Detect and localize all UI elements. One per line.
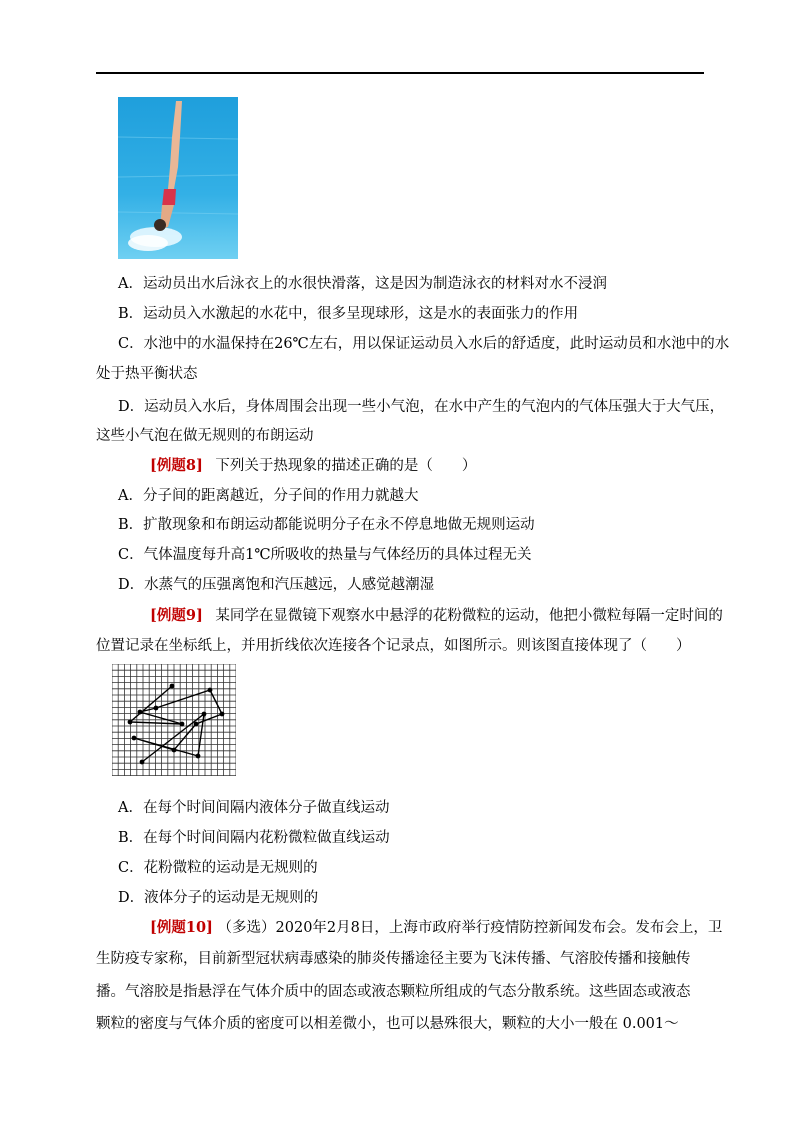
brownian-motion-grid-figure bbox=[112, 664, 236, 776]
q8-option-d: D．水蒸气的压强离饱和汽压越远，人感觉越潮湿 bbox=[118, 577, 435, 593]
q7-option-c-line1: C．水池中的水温保持在26℃左右，用以保证运动员入水后的舒适度，此时运动员和水池中的水 bbox=[118, 336, 730, 352]
q10-line3: 播。气溶胶是指悬浮在气体介质中的固态或液态颗粒所组成的气态分散系统。这些固态或液态 bbox=[96, 984, 691, 1000]
q8-option-b: B．扩散现象和布朗运动都能说明分子在永不停息地做无规则运动 bbox=[118, 517, 535, 533]
q10-line1-text: （多选）2020年2月8日，上海市政府举行疫情防控新闻发布会。发布会上，卫 bbox=[217, 920, 723, 936]
q9-tag: [例题9] bbox=[150, 607, 203, 624]
q7-option-a: A．运动员出水后泳衣上的水很快滑落，这是因为制造泳衣的材料对水不浸润 bbox=[118, 276, 607, 292]
q7-option-d-line1: D．运动员入水后，身体周围会出现一些小气泡，在水中产生的气泡内的气体压强大于大气压， bbox=[118, 399, 725, 415]
diver-photo bbox=[118, 97, 238, 259]
q9-stem-line2: 位置记录在坐标纸上，并用折线依次连接各个记录点，如图所示。则该图直接体现了（ ） bbox=[96, 638, 691, 654]
q8-tag: [例题8] bbox=[150, 457, 203, 474]
q10-tag: [例题10] bbox=[150, 919, 213, 936]
q7-option-d-line2: 这些小气泡在做无规则的布朗运动 bbox=[96, 428, 314, 444]
q8-option-a: A．分子间的距离越近，分子间的作用力就越大 bbox=[118, 488, 419, 504]
q9-option-b: B．在每个时间间隔内花粉微粒做直线运动 bbox=[118, 830, 390, 846]
q10-line1 bbox=[150, 918, 722, 938]
q8-option-c: C．气体温度每升高1℃所吸收的热量与气体经历的具体过程无关 bbox=[118, 547, 532, 563]
q9-stem-line1 bbox=[150, 606, 723, 626]
q9-option-a: A．在每个时间间隔内液体分子做直线运动 bbox=[118, 800, 390, 816]
q8-stem-text: 下列关于热现象的描述正确的是（ ） bbox=[215, 458, 477, 474]
header-rule bbox=[96, 72, 704, 74]
q7-option-c-line2: 处于热平衡状态 bbox=[96, 366, 198, 382]
q10-line2: 生防疫专家称，目前新型冠状病毒感染的肺炎传播途径主要为飞沫传播、气溶胶传播和接触传 bbox=[96, 951, 691, 967]
q7-option-b: B．运动员入水激起的水花中，很多呈现球形，这是水的表面张力的作用 bbox=[118, 306, 579, 322]
q8-stem bbox=[150, 456, 476, 476]
q9-option-c: C．花粉微粒的运动是无规则的 bbox=[118, 860, 318, 876]
q10-line4: 颗粒的密度与气体介质的密度可以相差微小，也可以悬殊很大，颗粒的大小一般在 0.001～ bbox=[96, 1016, 679, 1032]
q9-option-d: D．液体分子的运动是无规则的 bbox=[118, 890, 319, 906]
q9-stem-text: 某同学在显微镜下观察水中悬浮的花粉微粒的运动，他把小微粒每隔一定时间的 bbox=[215, 608, 723, 624]
